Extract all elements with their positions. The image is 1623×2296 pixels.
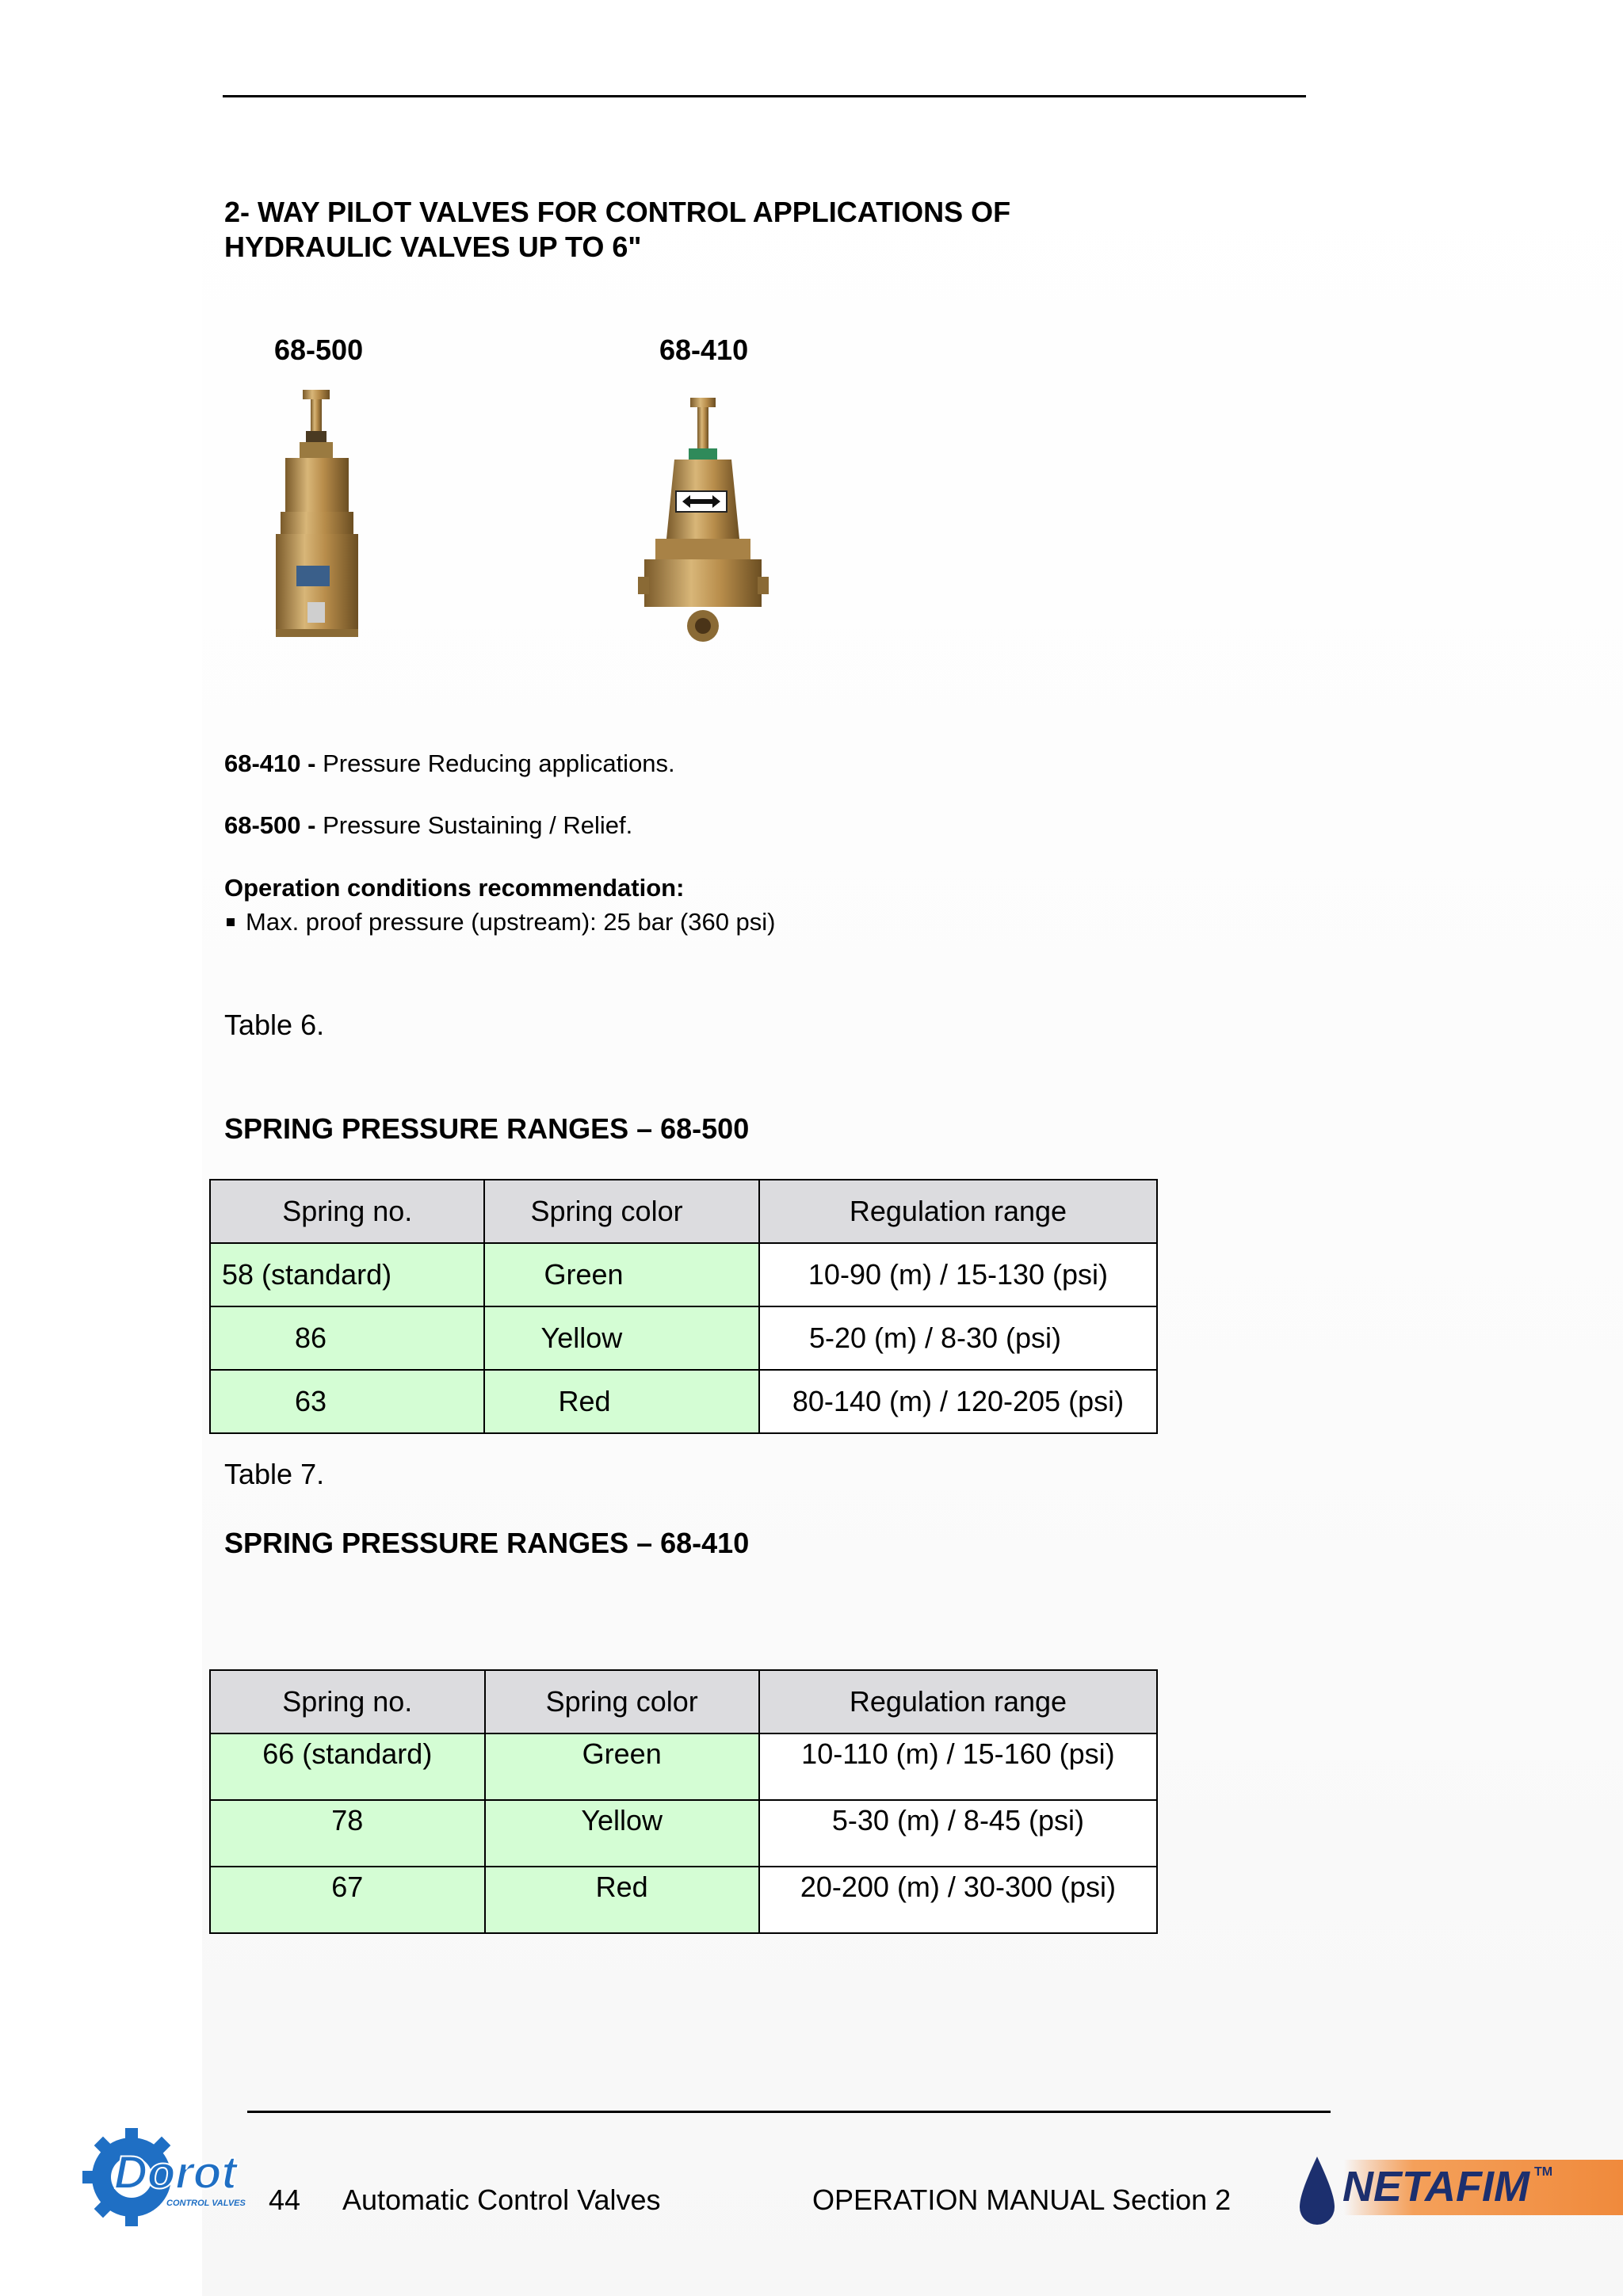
table-header-row (210, 1670, 1157, 1733)
table-row (210, 1800, 1157, 1867)
table-header-row (210, 1180, 1157, 1243)
cell-spring-no: 63 (210, 1370, 484, 1433)
table-row (210, 1867, 1157, 1933)
desc-68-500-text: Pressure Sustaining / Relief. (315, 811, 633, 839)
cell-spring-color: Green (485, 1733, 759, 1800)
cell-spring-no: 66 (standard) (210, 1733, 485, 1800)
dorot-logo-text: Dorot (114, 2147, 237, 2199)
cell-spring-color: Red (484, 1370, 758, 1433)
conditions-bullet (224, 908, 776, 936)
bullet-square-icon (227, 918, 235, 926)
col-header-spring-no: Spring no. (210, 1670, 485, 1733)
conditions-heading: Operation conditions recommendation: (224, 874, 685, 902)
desc-68-410 (224, 748, 675, 780)
col-header-regulation-range: Regulation range (759, 1180, 1157, 1243)
netafim-logo-tm: TM (1534, 2165, 1553, 2179)
table7-caption: Table 7. (224, 1458, 325, 1490)
col-header-spring-no: Spring no. (210, 1180, 484, 1243)
table-row (210, 1370, 1157, 1433)
dorot-logo (82, 2125, 262, 2228)
valve-68-500-photo (262, 388, 380, 654)
page-title-line2: HYDRAULIC VALVES UP TO 6" (224, 231, 642, 263)
desc-68-500-code: 68-500 - (224, 811, 316, 839)
cell-spring-no: 67 (210, 1867, 485, 1933)
footer-page-number: 44 (269, 2183, 301, 2216)
netafim-logo-text: NETAFIM (1342, 2163, 1529, 2210)
desc-68-410-code: 68-410 - (224, 749, 316, 777)
cell-spring-no: 86 (210, 1306, 484, 1370)
model-label-68-500: 68-500 (274, 334, 364, 366)
footer-rule (247, 2111, 1331, 2113)
table7-heading: SPRING PRESSURE RANGES – 68-410 (224, 1527, 750, 1559)
col-header-spring-color: Spring color (484, 1180, 758, 1243)
col-header-spring-color: Spring color (485, 1670, 759, 1733)
cell-regulation-range: 20-200 (m) / 30-300 (psi) (759, 1867, 1157, 1933)
top-rule (223, 95, 1306, 97)
cell-spring-no: 58 (standard) (210, 1243, 484, 1306)
table6-caption: Table 6. (224, 1009, 325, 1041)
table-row (210, 1306, 1157, 1370)
conditions-bullet-text: Max. proof pressure (upstream): 25 bar (360 psi) (246, 908, 776, 936)
model-label-68-410: 68-410 (659, 334, 749, 366)
cell-spring-no: 78 (210, 1800, 485, 1867)
cell-regulation-range: 80-140 (m) / 120-205 (psi) (759, 1370, 1157, 1433)
cell-spring-color: Yellow (485, 1800, 759, 1867)
desc-68-500 (224, 810, 632, 841)
footer-right-title: OPERATION MANUAL Section 2 (812, 2183, 1232, 2216)
page-title-line1: 2- WAY PILOT VALVES FOR CONTROL APPLICATIONS OF (224, 196, 1011, 228)
netafim-logo (1296, 2152, 1623, 2231)
valve-68-410-photo (638, 396, 769, 646)
desc-68-410-text: Pressure Reducing applications. (315, 749, 675, 777)
table6-spring-ranges (209, 1179, 1158, 1434)
cell-regulation-range: 5-20 (m) / 8-30 (psi) (759, 1306, 1157, 1370)
table-row (210, 1733, 1157, 1800)
cell-spring-color: Green (484, 1243, 758, 1306)
dorot-logo-subtext: CONTROL VALVES (166, 2199, 246, 2208)
cell-regulation-range: 10-110 (m) / 15-160 (psi) (759, 1733, 1157, 1800)
cell-spring-color: Red (485, 1867, 759, 1933)
cell-spring-color: Yellow (484, 1306, 758, 1370)
page-title (224, 195, 1334, 265)
water-drop-icon (1300, 2157, 1335, 2225)
table7-spring-ranges (209, 1669, 1158, 1934)
cell-regulation-range: 10-90 (m) / 15-130 (psi) (759, 1243, 1157, 1306)
footer-left-title: Automatic Control Valves (342, 2183, 661, 2216)
table-row (210, 1243, 1157, 1306)
table6-heading: SPRING PRESSURE RANGES – 68-500 (224, 1112, 750, 1145)
cell-regulation-range: 5-30 (m) / 8-45 (psi) (759, 1800, 1157, 1867)
col-header-regulation-range: Regulation range (759, 1670, 1157, 1733)
